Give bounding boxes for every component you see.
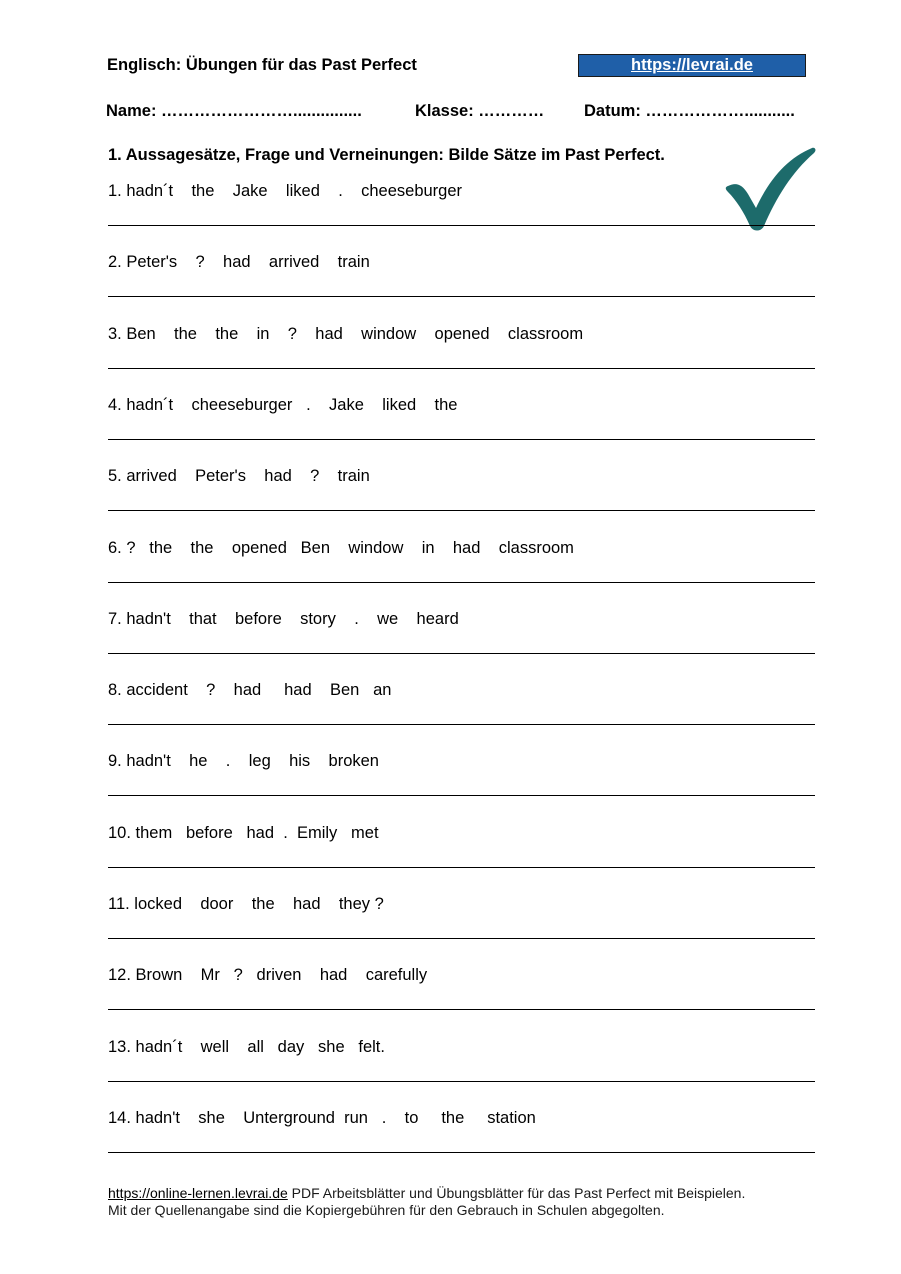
exercise-words: 14. hadn't she Unterground run . to the station	[108, 1109, 536, 1127]
answer-line[interactable]	[108, 1009, 815, 1010]
answer-line[interactable]	[108, 795, 815, 796]
answer-line[interactable]	[108, 938, 815, 939]
exercise-words: 10. them before had . Emily met	[108, 824, 379, 842]
footer-text-2: Mit der Quellenangabe sind die Kopiergebühren für den Gebrauch in Schulen abgegolten.	[108, 1202, 665, 1218]
exercise-words: 3. Ben the the in ? had window opened classroom	[108, 325, 584, 343]
exercise-words: 4. hadn´t cheeseburger . Jake liked the	[108, 396, 458, 414]
answer-line[interactable]	[108, 724, 815, 725]
exercise-item	[108, 680, 816, 700]
footer	[108, 1185, 745, 1219]
exercise-item	[108, 751, 816, 771]
exercise-words: 12. Brown Mr ? driven had carefully	[108, 966, 428, 984]
exercise-item	[108, 252, 816, 272]
exercise-words: 1. hadn´t the Jake liked . cheeseburger	[108, 182, 463, 200]
exercise-item	[108, 1037, 816, 1057]
answer-line[interactable]	[108, 368, 815, 369]
class-field: Klasse: …………	[415, 102, 545, 120]
answer-line[interactable]	[108, 296, 815, 297]
answer-line[interactable]	[108, 1152, 815, 1153]
worksheet-title: Englisch: Übungen für das Past Perfect	[107, 56, 417, 74]
exercise-words: 8. accident ? had had Ben an	[108, 681, 392, 699]
website-link[interactable]: https://levrai.de	[578, 54, 806, 77]
date-field: Datum: ………………...........	[584, 102, 795, 120]
answer-line[interactable]	[108, 1081, 815, 1082]
footer-text-1: PDF Arbeitsblätter und Übungsblätter für das Past Perfect mit Beispielen.	[287, 1185, 746, 1201]
exercise-item	[108, 181, 816, 201]
exercise-words: 9. hadn't he . leg his broken	[108, 752, 379, 770]
exercise-words: 7. hadn't that before story . we heard	[108, 610, 459, 628]
exercise-item	[108, 965, 816, 985]
answer-line[interactable]	[108, 439, 815, 440]
answer-line[interactable]	[108, 582, 815, 583]
exercise-item	[108, 894, 816, 914]
exercise-words: 5. arrived Peter's had ? train	[108, 467, 370, 485]
section-heading: 1. Aussagesätze, Frage und Verneinungen: Bilde Sätze im Past Perfect.	[108, 146, 665, 164]
exercise-words: 11. locked door the had they ?	[108, 895, 384, 913]
exercise-item	[108, 1108, 816, 1128]
exercise-item	[108, 395, 816, 415]
exercise-item	[108, 823, 816, 843]
exercise-item	[108, 538, 816, 558]
answer-line[interactable]	[108, 867, 815, 868]
exercise-words: 13. hadn´t well all day she felt.	[108, 1038, 385, 1056]
exercise-item	[108, 609, 816, 629]
name-field: Name: ……………………...............	[106, 102, 362, 120]
exercise-words: 6. ? the the opened Ben window in had classroom	[108, 539, 574, 557]
answer-line[interactable]	[108, 225, 815, 226]
exercise-words: 2. Peter's ? had arrived train	[108, 253, 370, 271]
answer-line[interactable]	[108, 653, 815, 654]
exercise-item	[108, 324, 816, 344]
footer-link[interactable]: https://online-lernen.levrai.de	[108, 1185, 288, 1201]
answer-line[interactable]	[108, 510, 815, 511]
exercise-item	[108, 466, 816, 486]
